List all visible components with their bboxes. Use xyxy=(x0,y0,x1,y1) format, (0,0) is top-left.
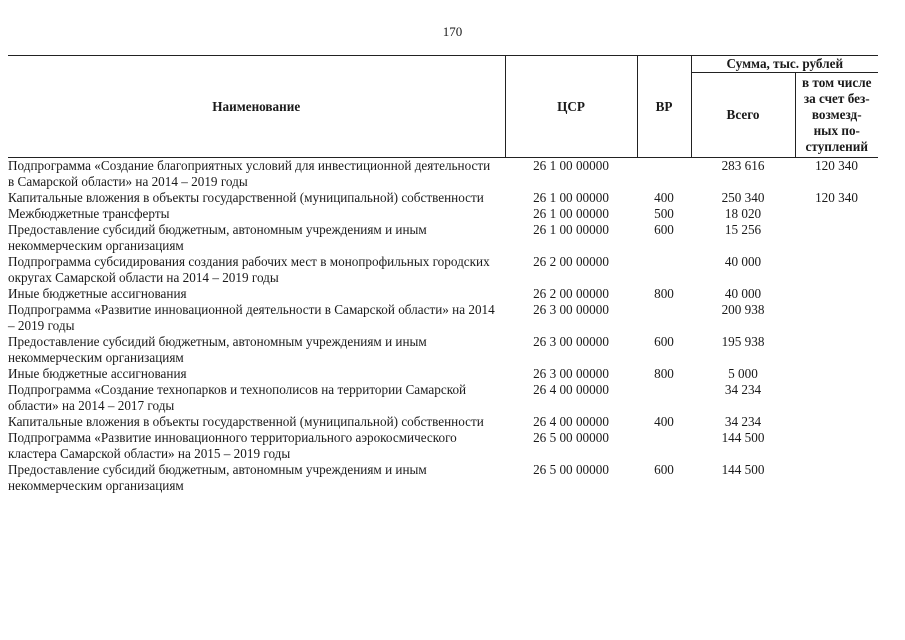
header-sub-line: в том числе xyxy=(802,75,872,90)
row-csr: 26 5 00 00000 xyxy=(533,430,609,445)
row-name: Иные бюджетные ассигнования xyxy=(8,366,187,381)
row-name: Подпрограмма субсидирования создания рабочих мест в монопрофильных городских округах Самарской области на 2014 – 2019 годы xyxy=(8,254,490,285)
row-sub xyxy=(795,286,878,302)
row-sub xyxy=(795,206,878,222)
row-sub xyxy=(795,430,878,462)
row-sub xyxy=(795,414,878,430)
row-name: Иные бюджетные ассигнования xyxy=(8,286,187,301)
budget-table xyxy=(8,55,878,494)
table-body xyxy=(8,158,878,495)
header-name: Наименование xyxy=(8,56,505,158)
row-csr: 26 4 00 00000 xyxy=(533,382,609,397)
row-sub: 120 340 xyxy=(815,190,858,205)
header-sub-line: ных по- xyxy=(813,123,860,138)
row-csr: 26 4 00 00000 xyxy=(533,414,609,429)
row-name: Предоставление субсидий бюджетным, автономным учреждениям и иным некоммерческим организациям xyxy=(8,222,427,253)
row-total: 144 500 xyxy=(721,462,765,477)
row-sub xyxy=(795,254,878,286)
row-csr: 26 1 00 00000 xyxy=(533,190,609,205)
row-vr xyxy=(637,302,691,334)
row-csr: 26 1 00 00000 xyxy=(533,206,609,221)
row-csr: 26 3 00 00000 xyxy=(533,334,609,349)
header-sub-line: возмезд- xyxy=(811,107,862,122)
row-vr: 800 xyxy=(654,286,674,301)
row-vr: 400 xyxy=(654,414,674,429)
row-csr: 26 3 00 00000 xyxy=(533,302,609,317)
row-total: 18 020 xyxy=(724,206,762,221)
row-vr xyxy=(637,254,691,286)
row-sub xyxy=(795,222,878,254)
row-csr: 26 2 00 00000 xyxy=(533,254,609,269)
row-vr: 600 xyxy=(654,222,674,237)
header-total: Всего xyxy=(691,73,795,158)
table-row xyxy=(8,286,878,302)
row-name: Предоставление субсидий бюджетным, автономным учреждениям и иным некоммерческим организациям xyxy=(8,334,427,365)
row-name: Предоставление субсидий бюджетным, автономным учреждениям и иным некоммерческим организациям xyxy=(8,462,427,493)
row-csr: 26 5 00 00000 xyxy=(533,462,609,477)
row-total: 195 938 xyxy=(721,334,765,349)
row-vr xyxy=(637,158,691,191)
header-sub-line: ступлений xyxy=(805,139,868,154)
table-row xyxy=(8,366,878,382)
row-name: Капитальные вложения в объекты государственной (муниципальной) собственности xyxy=(8,414,484,429)
row-csr: 26 3 00 00000 xyxy=(533,366,609,381)
table-header xyxy=(8,56,878,158)
header-sub xyxy=(795,73,878,158)
row-vr xyxy=(637,430,691,462)
table-row xyxy=(8,254,878,286)
row-csr: 26 1 00 00000 xyxy=(533,158,609,173)
row-csr: 26 1 00 00000 xyxy=(533,222,609,237)
table-row xyxy=(8,382,878,414)
row-sub: 120 340 xyxy=(815,158,858,173)
row-total: 250 340 xyxy=(721,190,765,205)
row-vr: 500 xyxy=(654,206,674,221)
table-row xyxy=(8,190,878,206)
row-sub xyxy=(795,366,878,382)
header-vr: ВР xyxy=(637,56,691,158)
row-name: Межбюджетные трансферты xyxy=(8,206,170,221)
header-csr: ЦСР xyxy=(505,56,637,158)
row-sub xyxy=(795,462,878,494)
row-vr: 600 xyxy=(654,462,674,477)
row-total: 144 500 xyxy=(721,430,765,445)
row-total: 40 000 xyxy=(724,254,762,269)
row-name: Подпрограмма «Развитие инновационного территориального аэрокосмического кластера Самарской области» на 2015 – 2019 годы xyxy=(8,430,457,461)
row-name: Капитальные вложения в объекты государственной (муниципальной) собственности xyxy=(8,190,484,205)
row-total: 40 000 xyxy=(724,286,762,301)
row-total: 34 234 xyxy=(724,382,762,397)
row-vr: 800 xyxy=(654,366,674,381)
row-name: Подпрограмма «Развитие инновационной деятельности в Самарской области» на 2014 – 2019 годы xyxy=(8,302,495,333)
table-row xyxy=(8,414,878,430)
header-sum-group: Сумма, тыс. рублей xyxy=(691,56,878,73)
row-sub xyxy=(795,334,878,366)
row-sub xyxy=(795,382,878,414)
row-name: Подпрограмма «Создание благоприятных условий для инвестиционной деятельности в Самарской области» на 2014 – 2019 годы xyxy=(8,158,491,189)
row-total: 5 000 xyxy=(728,366,758,381)
row-total: 15 256 xyxy=(724,222,762,237)
row-csr: 26 2 00 00000 xyxy=(533,286,609,301)
row-vr xyxy=(637,382,691,414)
row-name: Подпрограмма «Создание технопарков и технополисов на территории Самарской области» на 2014 – 2017 годы xyxy=(8,382,467,413)
table-row xyxy=(8,302,878,334)
table-row xyxy=(8,334,878,366)
row-sub xyxy=(795,302,878,334)
table-row xyxy=(8,206,878,222)
table-row xyxy=(8,222,878,254)
table-row xyxy=(8,158,878,191)
row-vr: 600 xyxy=(654,334,674,349)
header-sub-line: за счет без- xyxy=(803,91,870,106)
table-row xyxy=(8,462,878,494)
row-total: 283 616 xyxy=(721,158,765,173)
row-vr: 400 xyxy=(654,190,674,205)
page-number: 170 xyxy=(442,24,463,39)
row-total: 34 234 xyxy=(724,414,762,429)
row-total: 200 938 xyxy=(721,302,765,317)
table-row xyxy=(8,430,878,462)
